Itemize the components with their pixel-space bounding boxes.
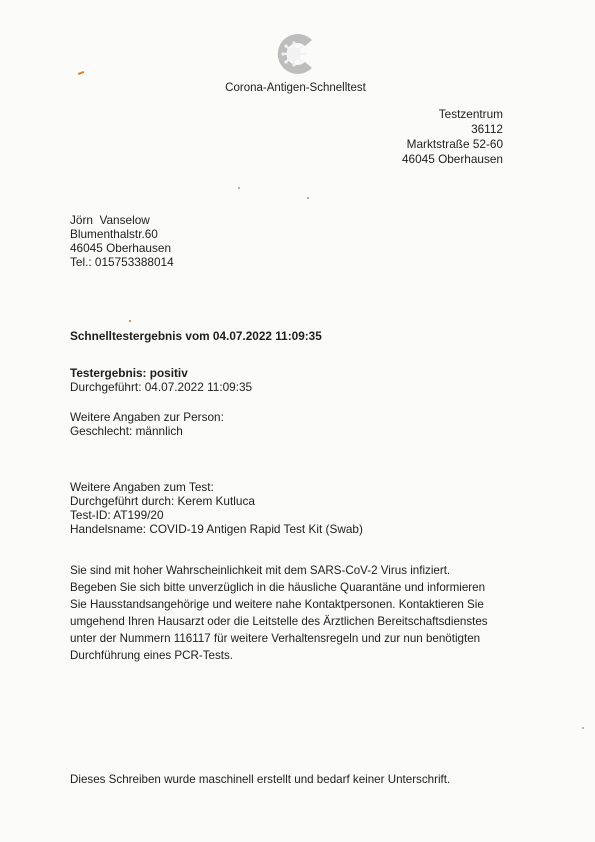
person-section: [70, 410, 224, 438]
message-line: Sie Hausstandsangehörige und weitere nahe Kontaktpersonen. Kontaktieren Sie: [70, 598, 484, 611]
result-title: Testergebnis: positiv: [70, 366, 188, 380]
scan-speck: [129, 320, 131, 322]
message-line: Begeben Sie sich bitte unverzüglich in die häusliche Quarantäne und informieren: [70, 581, 486, 594]
recipient-address: [70, 213, 174, 269]
scan-speck: [238, 187, 240, 189]
recipient-phone: Tel.: 015753388014: [70, 255, 174, 269]
sender-line: Testzentrum: [438, 107, 503, 121]
test-performed-by: Durchgeführt durch: Kerem Kutluca: [70, 494, 255, 508]
recipient-city: 46045 Oberhausen: [70, 241, 172, 255]
footer-note: Dieses Schreiben wurde maschinell erstellt und bedarf keiner Unterschrift.: [70, 773, 451, 786]
virus-c-logo-icon: [272, 30, 320, 78]
person-gender: Geschlecht: männlich: [70, 424, 183, 438]
instruction-message: [70, 562, 510, 664]
result-heading: Schnelltestergebnis vom 04.07.2022 11:09:35: [70, 329, 322, 343]
sender-line: 36112: [471, 122, 503, 136]
test-section: [70, 480, 363, 536]
scan-speck: [582, 727, 584, 729]
sender-line: Marktstraße 52-60: [406, 137, 503, 151]
message-line: Sie sind mit hoher Wahrscheinlichkeit mit dem SARS-CoV-2 Virus infiziert.: [70, 564, 451, 577]
sender-line: 46045 Oberhausen: [401, 152, 503, 166]
scan-mark: [78, 71, 84, 75]
message-line: Durchführung eines PCR-Tests.: [70, 649, 234, 662]
test-id: Test-ID: AT199/20: [70, 508, 164, 522]
message-line: unter der Nummern 116117 für weitere Verhaltensregeln und zur nun benötigten: [70, 632, 481, 645]
recipient-street: Blumenthalstr.60: [70, 227, 158, 241]
result-performed: Durchgeführt: 04.07.2022 11:09:35: [70, 380, 253, 394]
result-section: [70, 366, 252, 394]
person-title: Weitere Angaben zur Person:: [70, 410, 224, 424]
recipient-name: Jörn Vanselow: [70, 213, 150, 227]
test-trade-name: Handelsname: COVID-19 Antigen Rapid Test Kit (Swab): [70, 522, 363, 536]
logo-title: Corona-Antigen-Schnelltest: [225, 82, 366, 94]
sender-address: [402, 107, 503, 167]
message-line: umgehend Ihren Hausarzt oder die Leitstelle des Ärztlichen Bereitschaftsdienstes: [70, 615, 488, 628]
test-title: Weitere Angaben zum Test:: [70, 480, 214, 494]
scan-speck: [307, 197, 309, 199]
